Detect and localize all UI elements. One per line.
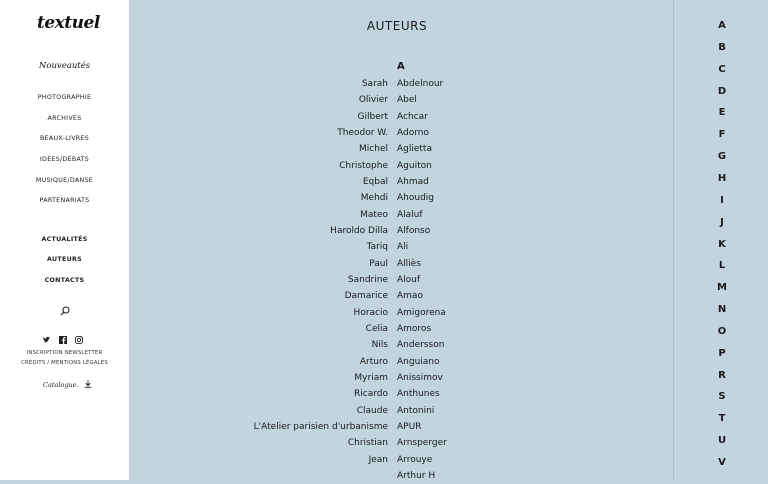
author-row[interactable] — [129, 109, 674, 125]
author-last-name: Achcar — [397, 111, 428, 122]
alphabet-letter[interactable]: L — [718, 260, 726, 272]
alphabet-letter[interactable]: M — [717, 282, 727, 294]
nav-item[interactable]: PARTENARIATS — [39, 197, 90, 204]
author-row[interactable] — [129, 141, 674, 157]
alphabet-letter[interactable]: T — [718, 413, 726, 425]
nav-item[interactable]: MUSIQUE/DANSE — [35, 177, 94, 184]
catalogue-link[interactable] — [43, 380, 92, 389]
author-last-name: Andersson — [397, 340, 445, 351]
author-first-name: Nils — [371, 340, 388, 351]
instagram-icon[interactable] — [75, 336, 83, 344]
author-first-name: Sandrine — [347, 274, 388, 285]
alphabet-letter[interactable]: H — [717, 172, 727, 184]
author-first-name: L'Atelier parisien d'urbanisme — [253, 421, 388, 432]
author-first-name: Celia — [365, 323, 388, 334]
author-row[interactable] — [129, 256, 674, 272]
author-row[interactable] — [129, 337, 674, 353]
author-first-name: Tariq — [366, 242, 388, 253]
author-row[interactable] — [129, 125, 674, 141]
author-first-name: Myriam — [354, 372, 388, 383]
author-last-name: Anissimov — [397, 372, 443, 383]
author-first-name: Olivier — [358, 95, 388, 106]
author-row[interactable] — [129, 403, 674, 419]
author-first-name: Horacio — [353, 307, 388, 318]
author-row[interactable] — [129, 288, 674, 304]
author-last-name: APUR — [397, 421, 422, 432]
author-first-name: Christian — [347, 438, 388, 449]
alphabet-letter[interactable]: E — [718, 107, 726, 119]
newsletter-link[interactable]: INSCRIPTION NEWSLETTER — [26, 350, 103, 356]
author-last-name: Arrouye — [397, 454, 433, 465]
author-last-name: Anthunes — [397, 389, 440, 400]
author-row[interactable] — [129, 272, 674, 288]
nav-section[interactable]: ACTUALITÉS — [41, 236, 88, 243]
nav-item[interactable]: IDÉES/DÉBATS — [39, 156, 90, 163]
nav-nouveautes[interactable]: Nouveautés — [38, 61, 91, 71]
alphabet-letter[interactable]: C — [718, 63, 726, 75]
alphabet-letter[interactable]: F — [718, 129, 726, 141]
alphabet-letter[interactable]: N — [717, 304, 727, 316]
author-last-name: Aglietta — [397, 144, 432, 155]
author-last-name: Ali — [397, 242, 409, 253]
author-last-name: Amigorena — [397, 307, 446, 318]
author-first-name: Ricardo — [354, 389, 388, 400]
alphabet-letter[interactable]: J — [720, 216, 724, 228]
author-first-name: Christophe — [339, 160, 388, 171]
author-row[interactable] — [129, 370, 674, 386]
author-last-name: Alaluf — [397, 209, 423, 220]
author-last-name: Alliès — [397, 258, 421, 269]
author-last-name: Alfonso — [397, 225, 431, 236]
author-row[interactable] — [129, 190, 674, 206]
sidebar — [0, 0, 129, 480]
author-first-name: Eqbal — [362, 176, 388, 187]
author-first-name: Arturo — [359, 356, 388, 367]
author-row[interactable] — [129, 239, 674, 255]
nav-section[interactable]: CONTACTS — [44, 277, 85, 284]
author-first-name: Michel — [359, 144, 388, 155]
alphabet-letter[interactable]: P — [718, 347, 726, 359]
search-icon — [60, 306, 70, 316]
author-row[interactable] — [129, 174, 674, 190]
author-last-name: Amao — [397, 291, 423, 302]
author-last-name: Abel — [397, 95, 417, 106]
download-icon — [84, 380, 92, 388]
nav-item[interactable]: PHOTOGRAPHIE — [37, 94, 92, 101]
alphabet-letter[interactable]: S — [718, 391, 726, 403]
author-last-name: Adorno — [397, 127, 429, 138]
author-first-name: Sarah — [361, 79, 388, 89]
author-row[interactable] — [129, 468, 674, 484]
alphabet-letter[interactable]: V — [718, 457, 726, 468]
nav-item[interactable]: ARCHIVES — [47, 115, 82, 122]
author-row[interactable] — [129, 207, 674, 223]
twitter-icon[interactable] — [43, 336, 51, 344]
credits-link[interactable]: CRÉDITS / MENTIONS LÉGALES — [21, 360, 108, 366]
author-first-name: Gilbert — [357, 111, 388, 122]
author-row[interactable] — [129, 305, 674, 321]
alphabet-letter[interactable]: K — [718, 238, 726, 250]
author-first-name: Theodor W. — [337, 127, 388, 138]
site-logo[interactable]: textuel — [37, 13, 100, 33]
author-last-name: Amoros — [397, 323, 432, 334]
author-first-name: Mehdi — [360, 193, 388, 204]
author-first-name: Paul — [369, 258, 388, 269]
author-row[interactable] — [129, 354, 674, 370]
nav-section[interactable]: AUTEURS — [47, 256, 82, 263]
author-row[interactable] — [129, 386, 674, 402]
author-last-name: Arnsperger — [397, 438, 447, 449]
author-row[interactable] — [129, 321, 674, 337]
author-row[interactable] — [129, 435, 674, 451]
social-links — [43, 336, 88, 346]
author-first-name: Damarice — [344, 291, 388, 302]
author-first-name: Mateo — [360, 209, 388, 220]
author-row[interactable] — [129, 92, 674, 108]
author-last-name: Alouf — [397, 274, 421, 285]
author-row[interactable] — [129, 76, 674, 92]
author-row[interactable] — [129, 452, 674, 468]
page-title: AUTEURS — [366, 19, 428, 33]
alphabet-letter[interactable]: G — [717, 151, 727, 163]
alphabet-letter[interactable]: I — [720, 194, 724, 206]
author-last-name: Arthur H — [397, 470, 436, 481]
divider — [673, 0, 674, 480]
alphabet-letter[interactable]: A — [718, 20, 726, 31]
author-last-name: Aguiton — [397, 160, 432, 171]
author-first-name: Haroldo Dilla — [330, 225, 388, 236]
alphabet-letter[interactable]: R — [718, 369, 726, 381]
author-row[interactable] — [129, 158, 674, 174]
author-last-name: Ahoudig — [397, 193, 434, 204]
catalogue-label: Catalogue. — [43, 381, 79, 389]
alphabet-letter[interactable]: B — [718, 41, 726, 53]
author-row[interactable] — [129, 223, 674, 239]
main-content — [129, 0, 674, 480]
facebook-icon[interactable] — [59, 336, 67, 344]
search-button[interactable] — [0, 306, 129, 318]
nav-item[interactable]: BEAUX-LIVRES — [39, 135, 90, 142]
letter-heading: A — [397, 61, 405, 72]
alphabet-letter[interactable]: O — [717, 325, 727, 337]
alphabet-letter[interactable]: D — [717, 85, 727, 97]
author-last-name: Antonini — [397, 405, 435, 416]
author-last-name: Ahmad — [397, 176, 429, 187]
author-last-name: Anguiano — [397, 356, 440, 367]
author-row[interactable] — [129, 419, 674, 435]
author-first-name: Jean — [368, 454, 388, 465]
alphabet-letter[interactable]: U — [717, 435, 727, 447]
author-last-name: Abdelnour — [397, 79, 444, 89]
author-first-name: Claude — [356, 405, 388, 416]
